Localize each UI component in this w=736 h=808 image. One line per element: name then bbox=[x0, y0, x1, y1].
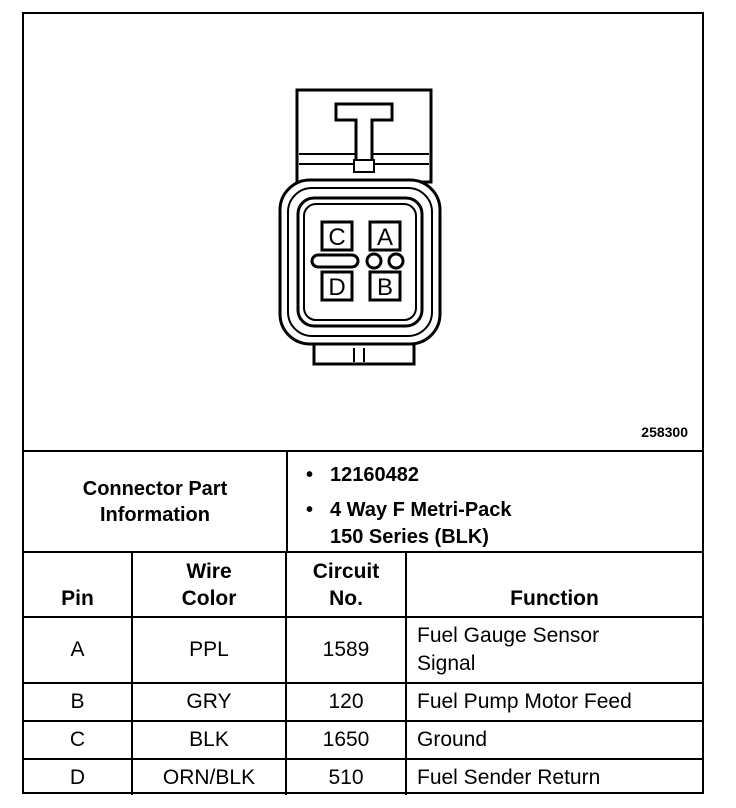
cell-function bbox=[406, 617, 702, 683]
header-function: Function bbox=[406, 552, 702, 617]
header-circuit-no bbox=[286, 552, 406, 617]
table-row bbox=[24, 721, 702, 759]
cell-pin: A bbox=[24, 617, 132, 683]
header-line: Wire bbox=[186, 560, 232, 583]
header-line: Color bbox=[181, 587, 237, 610]
table-row bbox=[24, 617, 702, 683]
bullet: • bbox=[306, 464, 314, 486]
connector-part-info-values bbox=[288, 452, 702, 551]
cell-wire-color: PPL bbox=[132, 617, 286, 683]
table-header-row bbox=[24, 552, 702, 617]
connector-drawing bbox=[24, 14, 702, 450]
table-row bbox=[24, 759, 702, 795]
header-wire-color bbox=[132, 552, 286, 617]
cell-circuit: 120 bbox=[286, 683, 406, 721]
cell-circuit: 510 bbox=[286, 759, 406, 795]
pinout-table bbox=[24, 551, 702, 795]
part-number-item bbox=[306, 462, 702, 489]
cell-function: Ground bbox=[406, 721, 702, 759]
cell-pin: B bbox=[24, 683, 132, 721]
figure-id: 258300 bbox=[641, 424, 688, 440]
info-label-line: Information bbox=[100, 503, 210, 526]
pin-label-b: B bbox=[376, 274, 394, 301]
function-line: Fuel Gauge Sensor bbox=[417, 624, 600, 647]
table-row bbox=[24, 683, 702, 721]
info-label-line: Connector Part bbox=[82, 477, 228, 500]
pin-label-d: D bbox=[328, 274, 346, 301]
part-description-line: 4 Way F Metri-Pack bbox=[330, 499, 512, 521]
cell-wire-color: ORN/BLK bbox=[132, 759, 286, 795]
header-line: No. bbox=[329, 587, 363, 610]
cell-function: Fuel Pump Motor Feed bbox=[406, 683, 702, 721]
cell-wire-color: GRY bbox=[132, 683, 286, 721]
cell-function: Fuel Sender Return bbox=[406, 759, 702, 795]
header-line: Circuit bbox=[312, 560, 380, 583]
connector-info-section bbox=[24, 450, 702, 551]
bullet: • bbox=[306, 499, 314, 521]
function-line: Signal bbox=[417, 652, 476, 675]
part-description-item bbox=[306, 497, 702, 524]
cell-wire-color: BLK bbox=[132, 721, 286, 759]
part-number: 12160482 bbox=[330, 464, 419, 486]
connector-document bbox=[22, 12, 704, 794]
part-description-line: 150 Series (BLK) bbox=[330, 526, 489, 548]
connector-diagram bbox=[24, 14, 702, 450]
connector-part-info-label bbox=[24, 452, 288, 551]
pin-label-c: C bbox=[328, 224, 346, 251]
cell-circuit: 1589 bbox=[286, 617, 406, 683]
cell-circuit: 1650 bbox=[286, 721, 406, 759]
cell-pin: C bbox=[24, 721, 132, 759]
pin-label-a: A bbox=[376, 224, 394, 251]
cell-pin: D bbox=[24, 759, 132, 795]
header-pin: Pin bbox=[24, 552, 132, 617]
